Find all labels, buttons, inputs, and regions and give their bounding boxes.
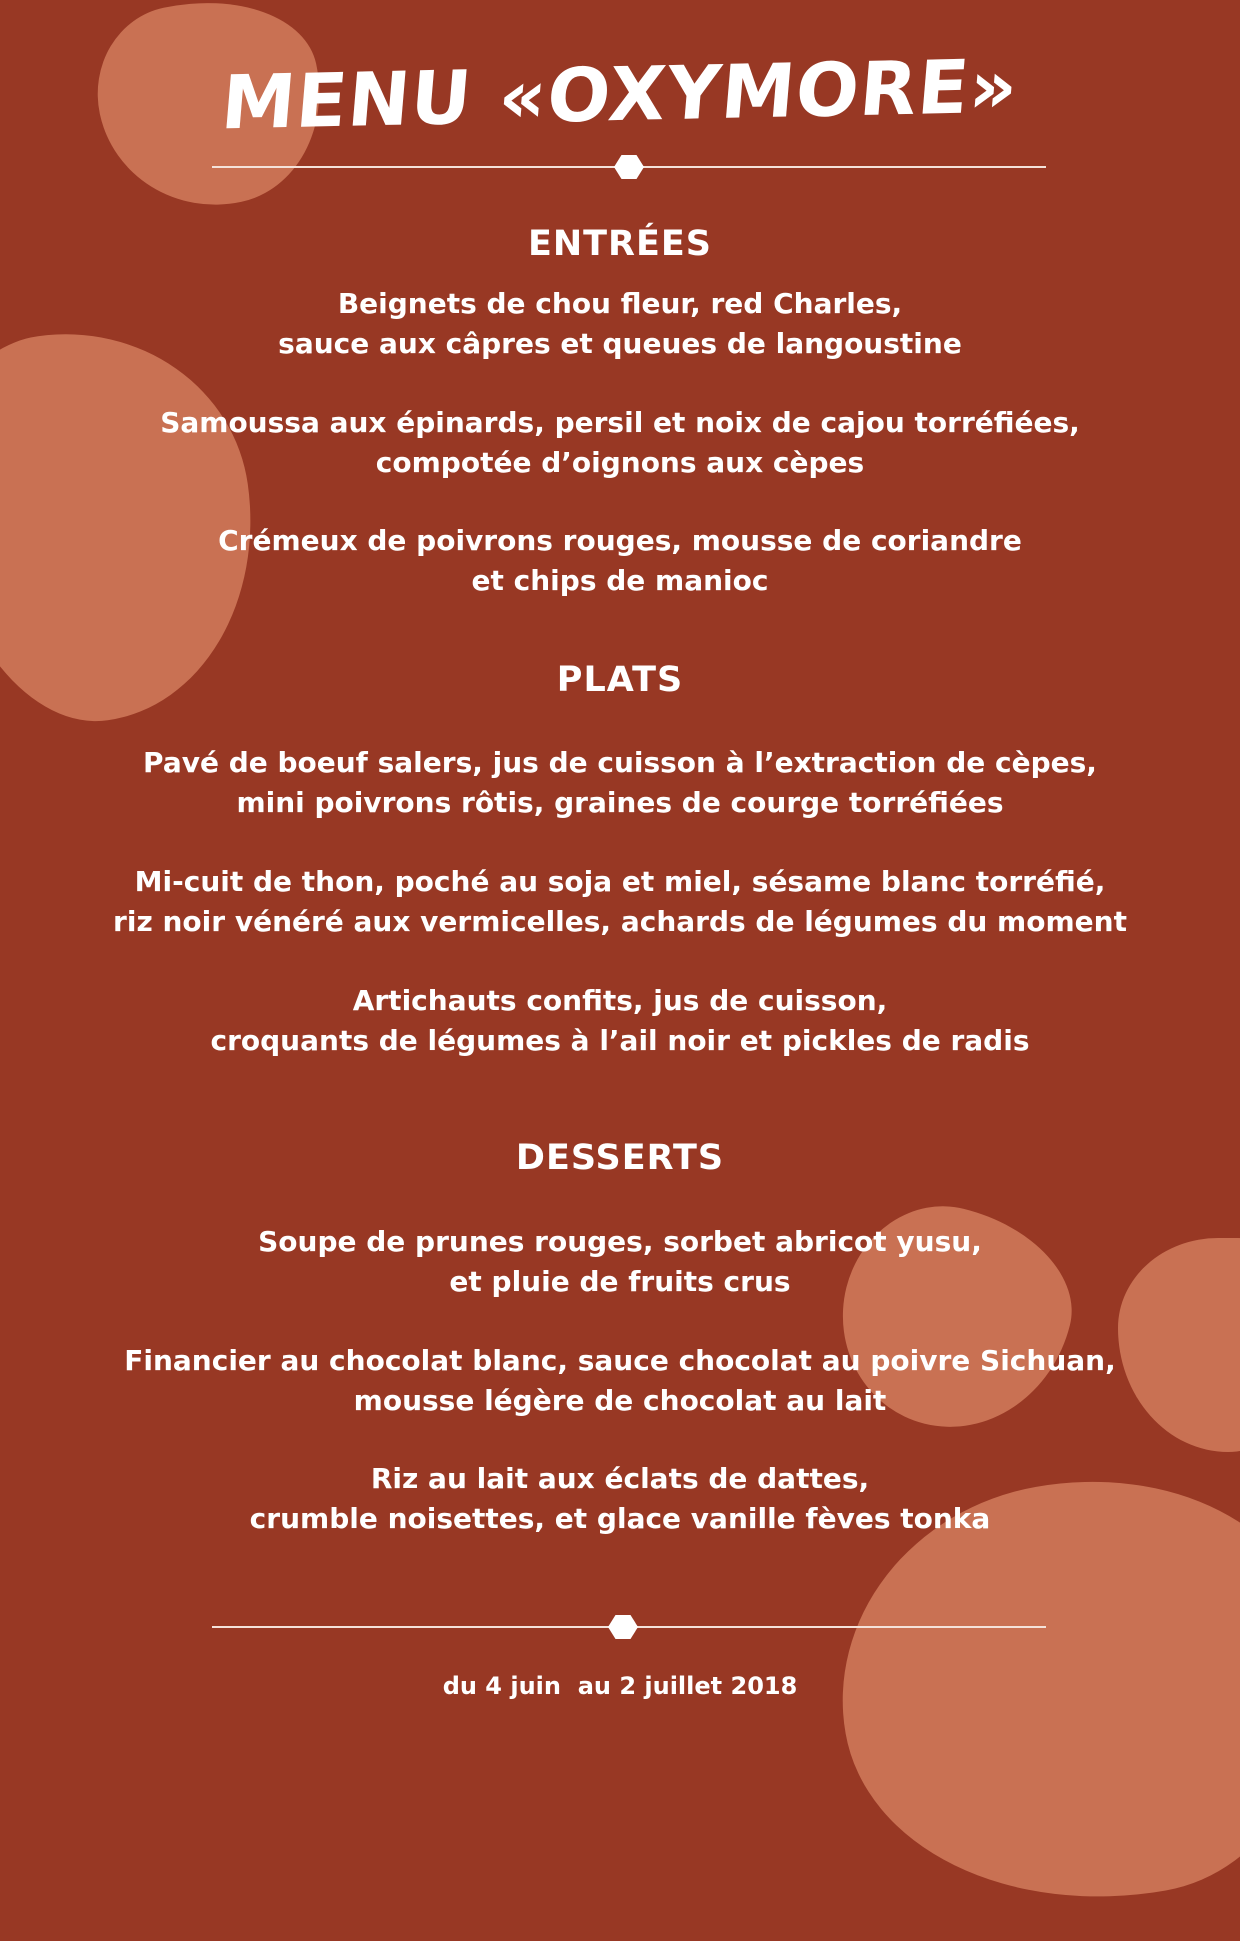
dish-item: [0, 521, 1240, 601]
dish-line: Beignets de chou fleur, red Charles,: [337, 287, 903, 320]
section-heading-desserts: DESSERTS: [515, 1138, 725, 1178]
dish-line: sauce aux câpres et queues de langoustine: [278, 327, 962, 360]
dish-item: [0, 743, 1240, 823]
bottom-divider: [212, 1626, 1046, 1628]
dish-line: croquants de légumes à l’ail noir et pickles de radis: [210, 1024, 1030, 1057]
dish-item: [0, 1459, 1240, 1539]
dish-line: Mi-cuit de thon, poché au soja et miel, sésame blanc torréfié,: [134, 865, 1106, 898]
menu-title: MENU «OXYMORE»: [218, 43, 1022, 147]
dish-item: [0, 284, 1240, 364]
dish-line: mousse légère de chocolat au lait: [353, 1384, 887, 1417]
section-heading-entrees: ENTRÉES: [527, 224, 713, 264]
dish-line: riz noir vénéré aux vermicelles, achards de légumes du moment: [113, 905, 1127, 938]
dish-line: et chips de manioc: [471, 564, 769, 597]
hexagon-ornament-icon: [614, 155, 644, 179]
dish-line: Soupe de prunes rouges, sorbet abricot yusu,: [258, 1225, 982, 1258]
top-divider: [212, 166, 1046, 168]
hexagon-ornament-icon: [608, 1615, 638, 1639]
date-range: du 4 juin au 2 juillet 2018: [442, 1672, 798, 1700]
section-heading-plats: PLATS: [556, 660, 684, 700]
dish-line: Riz au lait aux éclats de dattes,: [370, 1462, 870, 1495]
dish-line: compotée d’oignons aux cèpes: [375, 446, 865, 479]
dish-line: Crémeux de poivrons rouges, mousse de coriandre: [218, 524, 1022, 557]
dish-item: [0, 403, 1240, 483]
dish-line: Pavé de boeuf salers, jus de cuisson à l’extraction de cèpes,: [143, 746, 1097, 779]
dish-item: [0, 1222, 1240, 1302]
dish-item: [0, 862, 1240, 942]
dish-item: [0, 1341, 1240, 1421]
dish-line: Financier au chocolat blanc, sauce chocolat au poivre Sichuan,: [124, 1344, 1116, 1377]
dish-line: et pluie de fruits crus: [449, 1265, 791, 1298]
dish-line: Artichauts confits, jus de cuisson,: [352, 984, 888, 1017]
dish-line: mini poivrons rôtis, graines de courge torréfiées: [236, 786, 1004, 819]
dish-item: [0, 981, 1240, 1061]
dish-line: crumble noisettes, et glace vanille fèves tonka: [249, 1502, 991, 1535]
dish-line: Samoussa aux épinards, persil et noix de cajou torréfiées,: [160, 406, 1080, 439]
